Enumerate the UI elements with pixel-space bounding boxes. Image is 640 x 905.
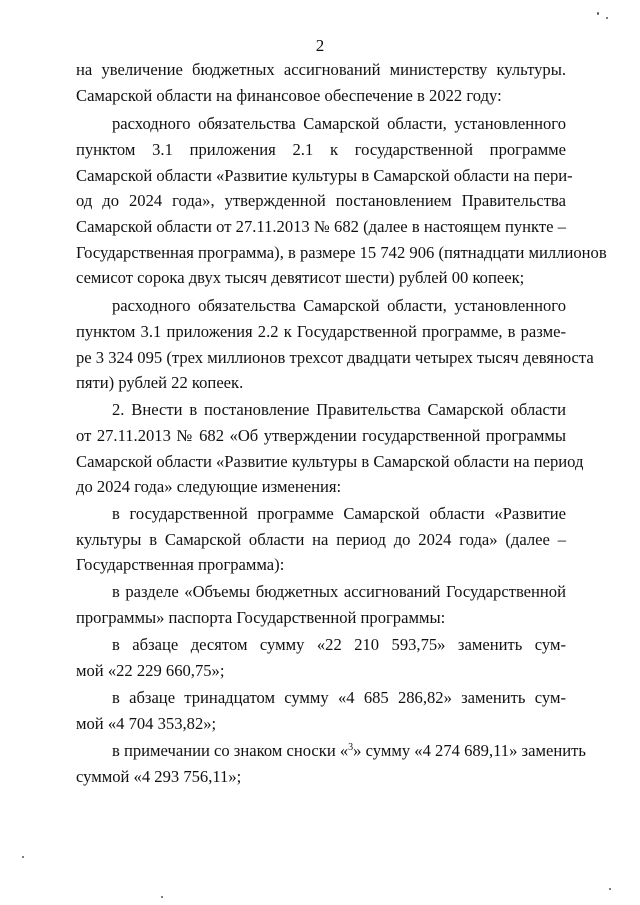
text-line: од до 2024 года», утвержденной постановлением Правительства (76, 191, 566, 210)
scan-speck (606, 17, 608, 19)
text-line-with-footnote (112, 741, 586, 761)
text-line: суммой «4 293 756,11»; (76, 767, 242, 786)
text-line: пяти) рублей 22 копеек. (76, 373, 244, 392)
text-line: культуры в Самарской области на период до 2024 года» (далее – (76, 530, 566, 549)
text-line: Государственная программа): (76, 555, 285, 574)
page-number: 2 (315, 36, 325, 55)
text-line: семисот сорока двух тысяч девятисот шести) рублей 00 копеек; (76, 268, 525, 287)
footnote-mark: 3 (348, 742, 354, 753)
scan-speck (22, 856, 24, 858)
text-line: пунктом 3.1 приложения 2.2 к Государственной программе, в разме- (76, 322, 566, 341)
scan-speck (597, 12, 599, 15)
text-line: на увеличение бюджетных ассигнований министерству культуры. (76, 60, 566, 79)
text-line: Государственная программа), в размере 15 742 906 (пятнадцати миллионов (76, 243, 607, 262)
text-line: мой «4 704 353,82»; (76, 714, 217, 733)
text-line: в абзаце тринадцатом сумму «4 685 286,82» заменить сум- (112, 688, 566, 707)
text-segment: в примечании со знаком сноски « (112, 741, 349, 760)
text-line: программы» паспорта Государственной программы: (76, 608, 446, 627)
text-line: в разделе «Объемы бюджетных ассигнований Государственной (112, 582, 566, 601)
text-line: 2. Внести в постановление Правительства Самарской области (112, 400, 566, 419)
text-line: в государственной программе Самарской области «Развитие (112, 504, 566, 523)
text-line: ре 3 324 095 (трех миллионов трехсот двадцати четырех тысяч девяноста (76, 348, 594, 367)
text-line: мой «22 229 660,75»; (76, 661, 225, 680)
text-line: в абзаце десятом сумму «22 210 593,75» заменить сум- (112, 635, 566, 654)
text-line: Самарской области от 27.11.2013 № 682 (далее в настоящем пункте – (76, 217, 566, 236)
text-line: до 2024 года» следующие изменения: (76, 477, 342, 496)
text-line: Самарской области на финансовое обеспечение в 2022 году: (76, 86, 502, 105)
scan-speck (161, 896, 163, 898)
scan-speck (609, 888, 611, 890)
text-line: пунктом 3.1 приложения 2.1 к государственной программе (76, 140, 566, 159)
text-line: расходного обязательства Самарской области, установленного (112, 114, 566, 133)
text-line: Самарской области «Развитие культуры в Самарской области на пери- (76, 166, 573, 185)
text-segment: » сумму «4 274 689,11» заменить (353, 741, 586, 760)
text-line: от 27.11.2013 № 682 «Об утверждении государственной программы (76, 426, 566, 445)
text-line: Самарской области «Развитие культуры в Самарской области на период (76, 452, 584, 471)
text-line: расходного обязательства Самарской области, установленного (112, 296, 566, 315)
